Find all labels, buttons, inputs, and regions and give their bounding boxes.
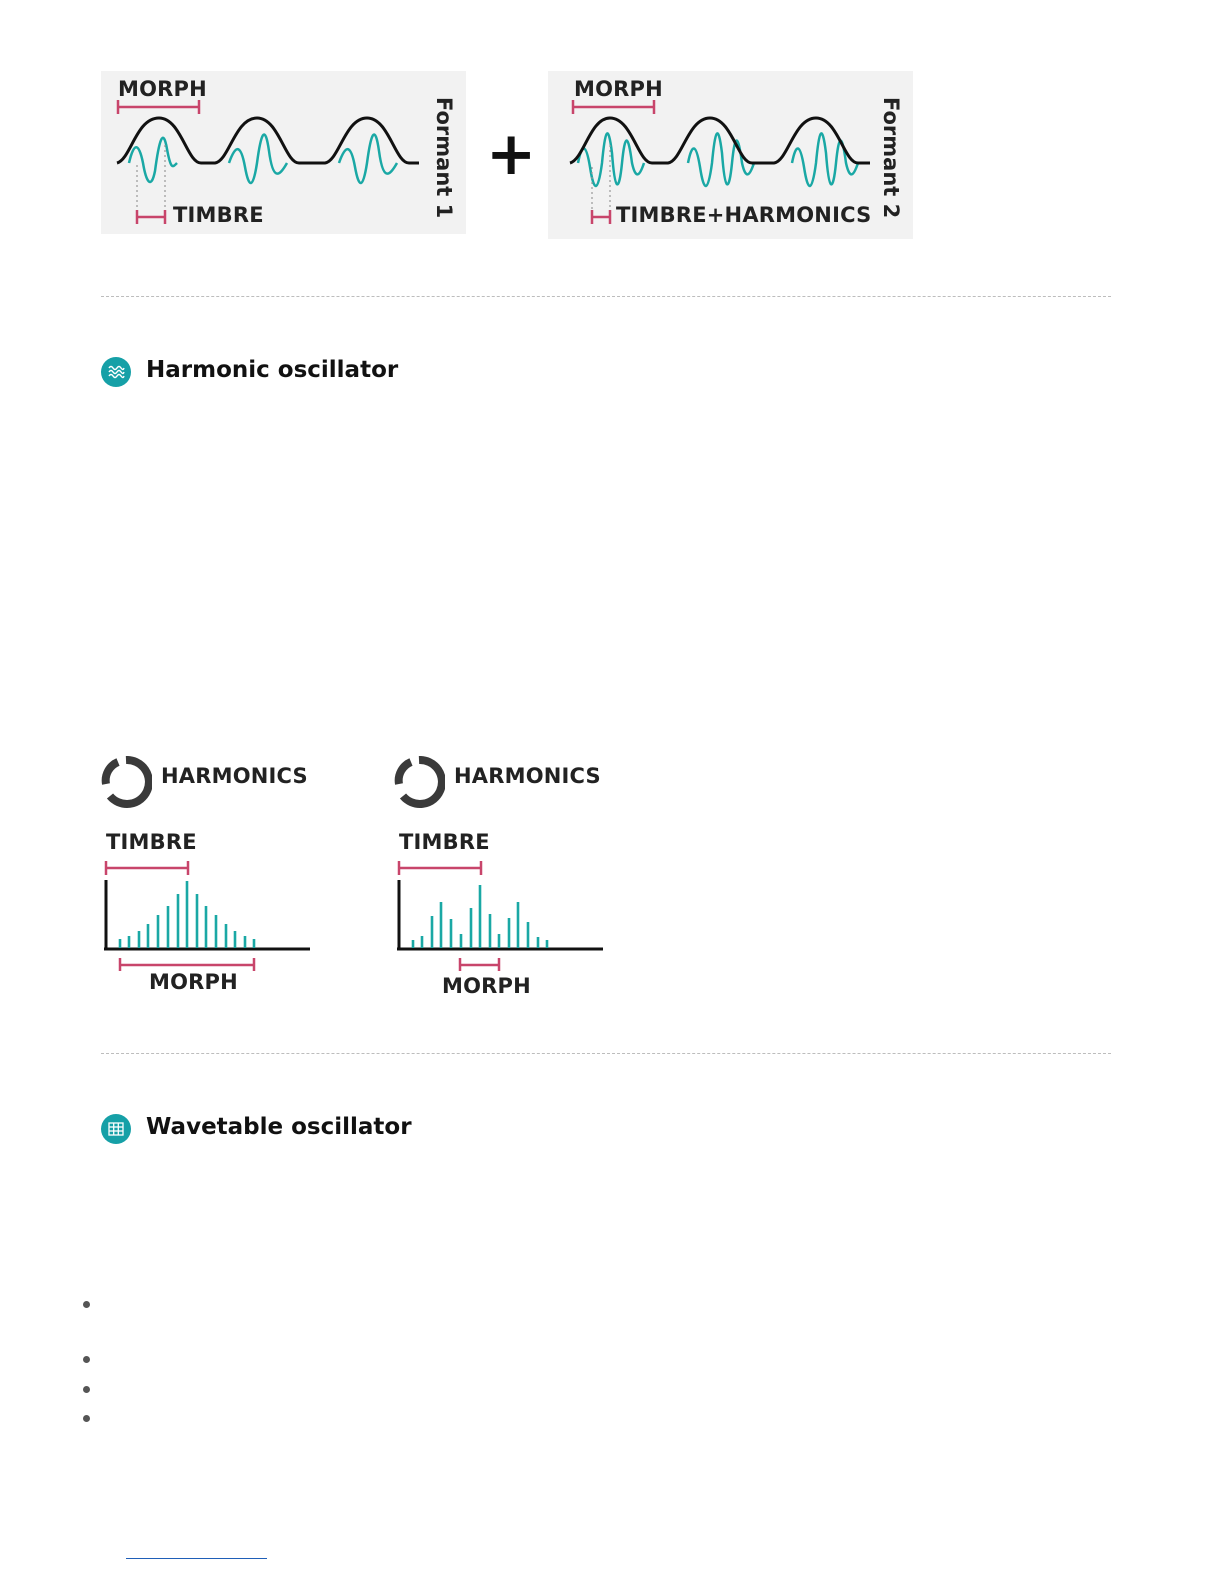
section-divider: [101, 1053, 1111, 1054]
formant-2-morph-label: MORPH: [574, 77, 663, 101]
formant-2-figure: [548, 71, 913, 239]
harmonic-oscillator-title: Harmonic oscillator: [146, 357, 399, 383]
formant-1-timbre-label: TIMBRE: [173, 203, 264, 227]
formant-2-side-label: Formant 2: [879, 97, 903, 219]
list-bullet: [83, 1386, 90, 1393]
harmonics-right-knob-label: HARMONICS: [454, 764, 601, 788]
plus-sign: +: [486, 119, 537, 189]
formant-1-figure: [101, 71, 466, 234]
harmonics-right-spectrum: [393, 756, 608, 971]
harmonics-figure-left: [100, 756, 315, 1001]
formant-1-morph-label: MORPH: [118, 77, 207, 101]
harmonics-left-morph-label: MORPH: [149, 970, 238, 994]
harmonics-figure-right: [393, 756, 608, 1001]
list-bullet: [83, 1301, 90, 1308]
wavetable-oscillator-title: Wavetable oscillator: [146, 1114, 412, 1140]
harmonics-left-spectrum: [100, 756, 315, 971]
formant-2-timbre-label: TIMBRE+HARMONICS: [616, 203, 872, 227]
list-bullet: [83, 1415, 90, 1422]
formant-1-side-label: Formant 1: [432, 97, 456, 219]
harmonics-right-morph-label: MORPH: [442, 974, 531, 998]
harmonics-right-timbre-label: TIMBRE: [399, 830, 490, 854]
wave-icon: [101, 357, 131, 387]
grid-icon: [101, 1114, 131, 1144]
harmonics-left-knob-label: HARMONICS: [161, 764, 308, 788]
list-bullet: [83, 1356, 90, 1363]
harmonics-left-timbre-label: TIMBRE: [106, 830, 197, 854]
section-divider: [101, 296, 1111, 297]
link-underline[interactable]: [126, 1558, 267, 1559]
